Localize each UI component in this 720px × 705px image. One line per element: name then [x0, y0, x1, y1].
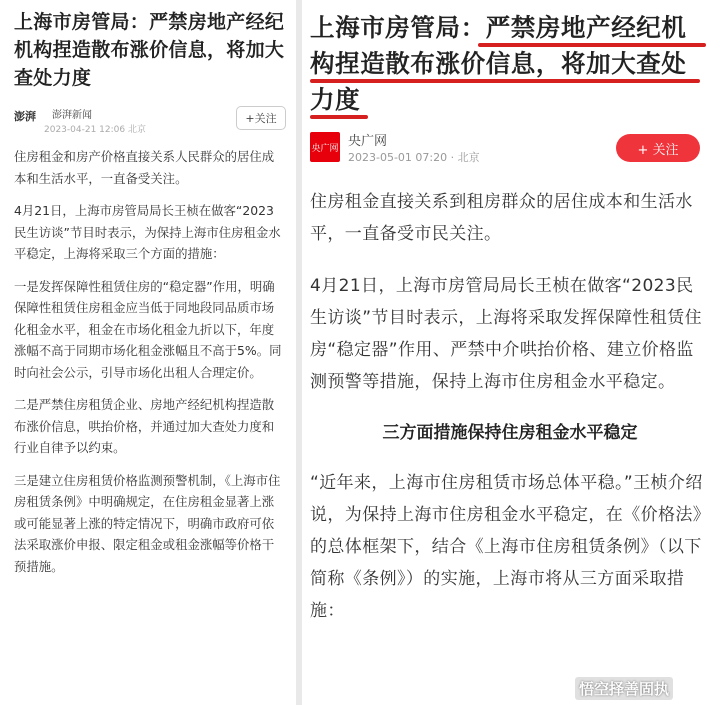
right-paragraph: 住房租金直接关系到租房群众的居住成本和生活水平，一直备受市民关注。	[310, 192, 693, 244]
left-article-title: 上海市房管局：严禁房地产经纪机构捏造散布涨价信息，将加大查处力度	[14, 11, 285, 89]
left-follow-button[interactable]: +关注	[236, 106, 286, 130]
right-subheading: 三方面措施保持住房租金水平稳定	[382, 423, 638, 443]
watermark: 悟空择善固执	[575, 677, 673, 700]
left-source-name[interactable]: 澎湃新闻	[52, 110, 92, 121]
left-source-row	[14, 106, 286, 146]
red-underline-mark	[478, 43, 706, 47]
red-underline-mark	[310, 115, 368, 119]
right-paragraph: 4月21日，上海市房管局局长王桢在做客“2023民生访谈”节目时表示，上海将采取发挥保障性租赁住房“稳定器”作用、严禁中介哄抬价格、建立价格监测预警等措施，保持上海市住房租金水平稳定。	[310, 276, 703, 392]
right-title-line: 上海市房管局：严禁房地产经纪机	[310, 13, 687, 42]
left-paragraph: 住房租金和房产价格直接关系人民群众的居住成本和生活水平，一直备受关注。	[14, 149, 275, 186]
cnr-logo: 央广网	[310, 132, 340, 162]
right-follow-button[interactable]: + 关注	[616, 134, 700, 162]
right-paragraph: “近年来，上海市住房租赁市场总体平稳。”王桢介绍说，为保持上海市住房租金水平稳定，在《价格法》的总体框架下，结合《上海市住房租赁条例》（以下简称《条例》）的实施，上海市将从三方面采取措施：	[310, 473, 703, 621]
right-article-title	[310, 10, 710, 118]
red-underline-mark	[310, 79, 700, 83]
right-source-name[interactable]: 央广网	[348, 134, 388, 149]
right-source-row	[310, 130, 710, 170]
left-paragraph: 4月21日，上海市房管局局长王桢在做客“2023民生访谈”节目时表示，为保持上海市住房租金水平稳定，上海将采取三个方面的措施：	[14, 203, 281, 261]
right-publish-meta: 2023-05-01 07:20 · 北京	[348, 151, 480, 164]
right-title-line: 构捏造散布涨价信息，将加大查处	[310, 49, 687, 78]
right-title-line: 力度	[310, 85, 361, 114]
left-publish-meta: 2023-04-21 12:06 北京	[44, 125, 146, 135]
right-article	[310, 0, 710, 647]
thepaper-logo: 澎湃	[14, 110, 36, 123]
column-divider	[296, 0, 302, 705]
left-article	[14, 0, 286, 588]
left-paragraph: 三是建立住房租赁价格监测预警机制，《上海市住房租赁条例》中明确规定，在住房租金显著上涨或可能显著上涨的特定情况下，明确市政府可依法采取涨价申报、限定租金或租金涨幅等价格干预措施。	[14, 472, 281, 574]
left-paragraph: 一是发挥保障性租赁住房的“稳定器”作用，明确保障性租赁住房租金应当低于同地段同品质市场化租金水平，租金在市场化租金九折以下，年度涨幅不高于同期市场化租金涨幅且不高于5%。同时向社会公示，引导市场化出租人合理定价。	[14, 278, 282, 380]
left-paragraph: 二是严禁住房租赁企业、房地产经纪机构捏造散布涨价信息，哄抬价格，并通过加大查处力度和行业自律予以约束。	[14, 397, 275, 455]
